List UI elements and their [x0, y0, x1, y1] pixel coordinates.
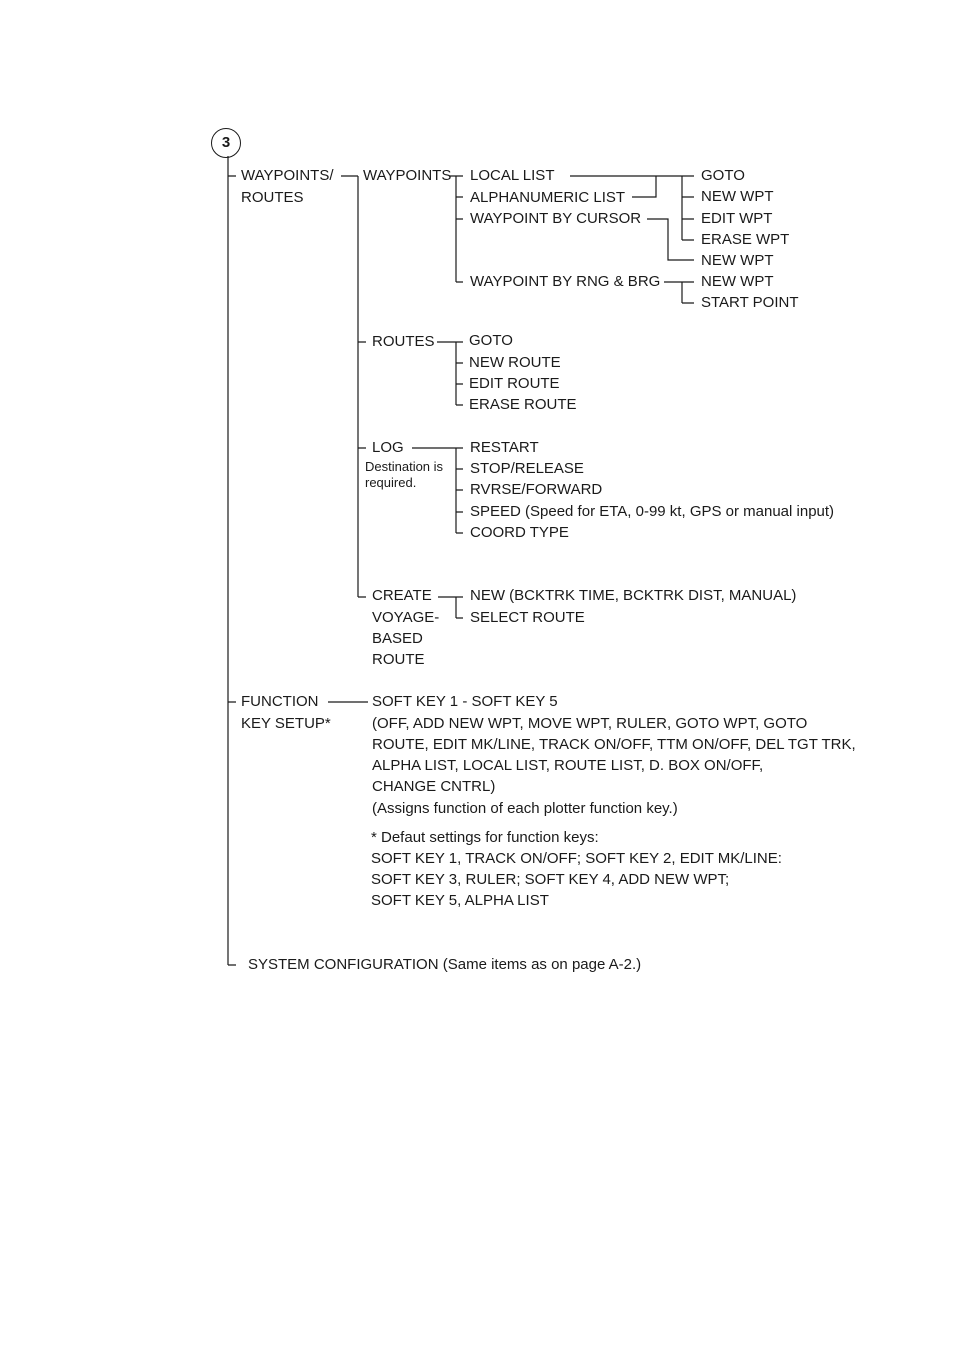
- menu-create-line3: BASED: [372, 630, 423, 647]
- menu-log-restart: RESTART: [470, 439, 539, 456]
- menu-log-stop-release: STOP/RELEASE: [470, 460, 584, 477]
- default-settings-heading: * Defaut settings for function keys:: [371, 829, 599, 846]
- menu-list-erase-wpt: ERASE WPT: [701, 231, 790, 248]
- menu-list-goto: GOTO: [701, 167, 745, 184]
- function-key-options-line4: CHANGE CNTRL): [372, 778, 496, 795]
- menu-alphanumeric-list: ALPHANUMERIC LIST: [470, 189, 626, 206]
- menu-create-new: NEW (BCKTRK TIME, BCKTRK DIST, MANUAL): [470, 587, 797, 604]
- menu-function-key-setup: FUNCTION: [241, 693, 319, 710]
- menu-cursor-new-wpt: NEW WPT: [701, 252, 774, 269]
- default-settings-line1: SOFT KEY 1, TRACK ON/OFF; SOFT KEY 2, EDIT MK/LINE:: [371, 850, 782, 867]
- menu-waypoint-by-rng-brg: WAYPOINT BY RNG & BRG: [470, 273, 661, 290]
- menu-list-edit-wpt: EDIT WPT: [701, 210, 773, 227]
- log-note-line2: required.: [365, 475, 417, 490]
- menu-waypoint-by-cursor: WAYPOINT BY CURSOR: [470, 210, 642, 227]
- menu-create-line4: ROUTE: [372, 651, 425, 668]
- menu-local-list: LOCAL LIST: [470, 167, 555, 184]
- function-key-options-line1: (OFF, ADD NEW WPT, MOVE WPT, RULER, GOTO WPT, GOTO: [372, 715, 808, 732]
- menu-routes-erase-route: ERASE ROUTE: [469, 396, 577, 413]
- menu-rng-brg-start-point: START POINT: [701, 294, 799, 311]
- menu-routes-new-route: NEW ROUTE: [469, 354, 561, 371]
- log-note: Destination is: [365, 459, 444, 474]
- function-key-range: SOFT KEY 1 - SOFT KEY 5: [372, 693, 558, 710]
- menu-create-select-route: SELECT ROUTE: [470, 609, 585, 626]
- menu-system-configuration: SYSTEM CONFIGURATION (Same items as on page A-2.): [248, 956, 642, 973]
- function-key-description: (Assigns function of each plotter function key.): [372, 800, 678, 817]
- menu-function-key-setup-line2: KEY SETUP*: [241, 715, 331, 732]
- menu-routes-goto: GOTO: [469, 332, 513, 349]
- default-settings-line2: SOFT KEY 3, RULER; SOFT KEY 4, ADD NEW WPT;: [371, 871, 730, 888]
- menu-waypoints-routes: WAYPOINTS/: [241, 167, 334, 184]
- menu-create-voyage-based-route: CREATE: [372, 587, 432, 604]
- section-number-badge: 3: [211, 128, 241, 158]
- menu-log-rvrse-forward: RVRSE/FORWARD: [470, 481, 603, 498]
- menu-list-new-wpt: NEW WPT: [701, 188, 774, 205]
- function-key-options-line2: ROUTE, EDIT MK/LINE, TRACK ON/OFF, TTM ON/OFF, DEL TGT TRK,: [372, 736, 856, 753]
- menu-routes: ROUTES: [372, 333, 435, 350]
- menu-log: LOG: [372, 439, 404, 456]
- menu-log-coord-type: COORD TYPE: [470, 524, 569, 541]
- function-key-options-line3: ALPHA LIST, LOCAL LIST, ROUTE LIST, D. BOX ON/OFF,: [372, 757, 764, 774]
- menu-log-speed: SPEED (Speed for ETA, 0-99 kt, GPS or manual input): [470, 503, 835, 520]
- menu-rng-brg-new-wpt: NEW WPT: [701, 273, 774, 290]
- menu-routes-edit-route: EDIT ROUTE: [469, 375, 560, 392]
- default-settings-line3: SOFT KEY 5, ALPHA LIST: [371, 892, 549, 909]
- menu-waypoints: WAYPOINTS: [363, 167, 452, 184]
- menu-waypoints-routes-line2: ROUTES: [241, 189, 304, 206]
- menu-create-line2: VOYAGE-: [372, 609, 440, 626]
